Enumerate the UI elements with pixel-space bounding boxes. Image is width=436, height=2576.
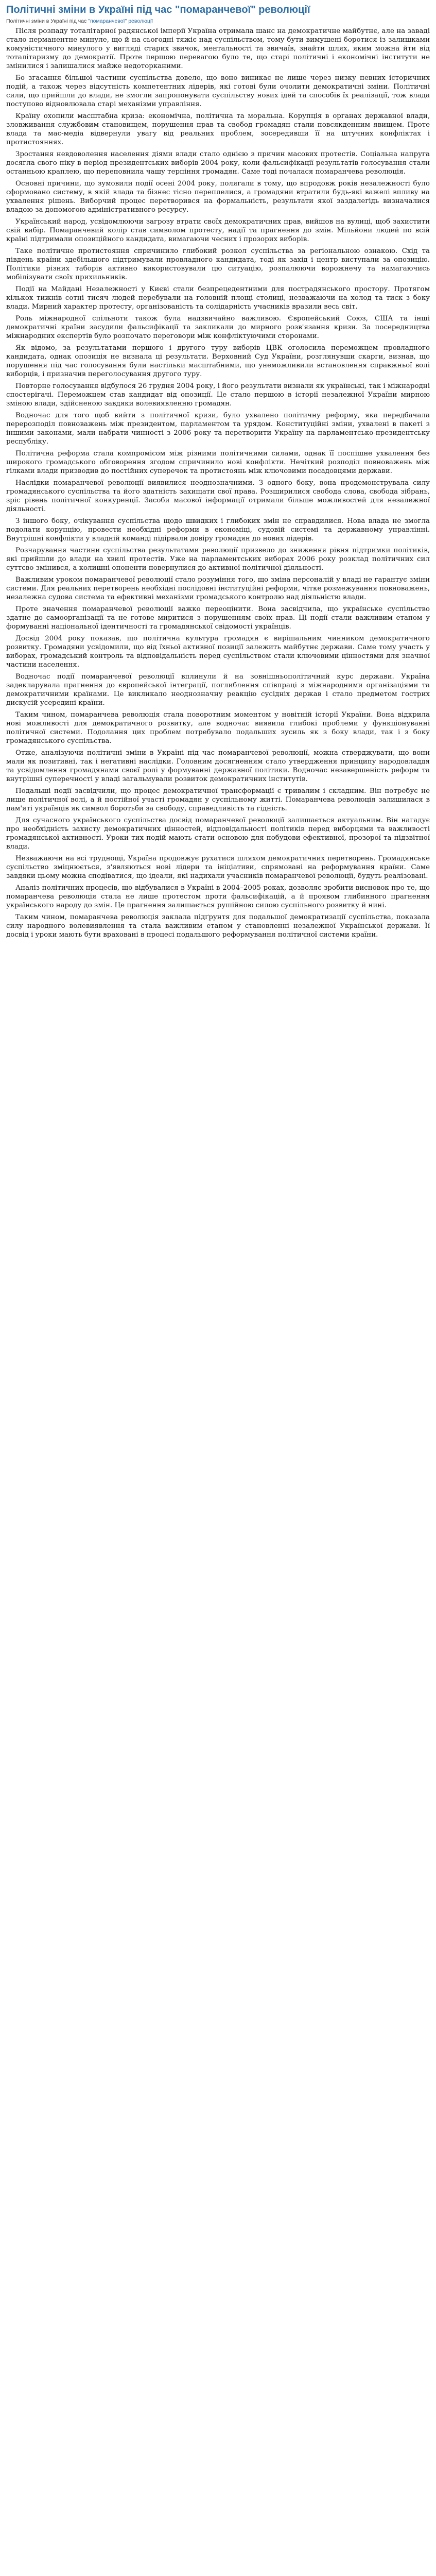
paragraph: Політична реформа стала компромісом між різними політичними силами, однак її поспішне ухвалення без широкого громадського обговорення згодом спричинило нові конфлікти. Нечіткий розподіл повноважень між гілками влади призводив до постійних суперечок та протистоянь між ключовими посадовцями держави. [6, 450, 430, 475]
breadcrumb-link[interactable]: "помаранчевої" революції [88, 18, 153, 24]
paragraph: Для сучасного українського суспільства досвід помаранчевої революції залишається актуальним. Він нагадує про необхідність захисту демократичних цінностей, відповідальності політиків перед виборцями та важливості громадянської активності. Уроки тих подій мають стати основою для побудови ефективної, прозорої та підзвітної влади. [6, 817, 430, 851]
paragraph: Країну охопили масштабна криза: економічна, політична та моральна. Корупція в органах державної влади, зловживання службовим становищем, порушення прав та свобод громадян стали повсякденним явищем. Проте влада та мас-медіа відвернули увагу від реальних проблем, зосередивши її на штучних конфліктах і протистояннях. [6, 112, 430, 146]
paragraph: Події на Майдані Незалежності у Києві стали безпрецедентними для пострадянського простору. Протягом кількох тижнів сотні тисяч людей перебували на головній площі столиці, незважаючи на холод та тиск з боку влади. Мирний характер протесту, організованість та солідарність учасників вразили весь світ. [6, 285, 430, 311]
paragraph: Подальші події засвідчили, що процес демократичної трансформації є тривалим і складним. Він потребує не лише політичної волі, а й постійної участі громадян у суспільному житті. Помаранчева революція залишилася в пам'яті українців як символ боротьби за свободу, справедливість та гідність. [6, 787, 430, 812]
paragraph: Наслідки помаранчевої революції виявилися неоднозначними. З одного боку, вона продемонструвала силу громадянського суспільства та його здатність захищати свої права. Розширилися свобода слова, свобода зібрань, зріс рівень політичної конкуренції. Засоби масової інформації отримали більше можливостей для незалежної діяльності. [6, 479, 430, 513]
paragraph: Водночас для того щоб вийти з політичної кризи, було ухвалено політичну реформу, яка передбачала перерозподіл повноважень між президентом, парламентом та урядом. Конституційні зміни, ухвалені в пакеті з іншими законами, мали набрати чинності з 2006 року та перетворити Україну на парламентсько-президентську республіку. [6, 412, 430, 446]
article-body [6, 27, 430, 939]
article-title: Політичні зміни в Україні під час "помаранчевої" революції [6, 4, 310, 15]
paragraph: Отже, аналізуючи політичні зміни в Україні під час помаранчевої революції, можна стверджувати, що вони мали як позитивні, так і негативні наслідки. Головним досягненням стало утвердження принципу народовладдя та усвідомлення громадянами своєї ролі у формуванні державної політики. Водночас незавершеність реформ та внутрішні суперечності у владі загальмували розвиток демократичних інститутів. [6, 749, 430, 783]
paragraph: З іншого боку, очікування суспільства щодо швидких і глибоких змін не справдилися. Нова влада не змогла подолати корупцію, провести необхідні реформи в економіці, судовій системі та державному управлінні. Внутрішні конфлікти у владній команді підірвали довіру громадян до нових лідерів. [6, 517, 430, 543]
paragraph: Таким чином, помаранчева революція заклала підґрунтя для подальшої демократизації суспільства, показала силу народного волевиявлення та стала важливим етапом у становленні незалежної Української держави. Її досвід і уроки мають бути враховані в процесі подальшого реформування політичної системи країни. [6, 913, 430, 939]
breadcrumb-prefix: Політичні зміни в Україні під час [6, 18, 87, 24]
paragraph: Важливим уроком помаранчевої революції стало розуміння того, що зміна персоналій у владі не гарантує зміни системи. Для реальних перетворень необхідні послідовні інституційні реформи, чітке розмежування повноважень, незалежна судова система та ефективні механізми громадського контролю над діяльністю влади. [6, 576, 430, 601]
article-page [0, 0, 436, 950]
paragraph: Український народ, усвідомлюючи загрозу втрати своїх демократичних прав, вийшов на вулиці, щоб захистити свій вибір. Помаранчевий колір став символом протесту, надії та прагнення до змін. Мільйони людей по всій країні підтримали опозиційного кандидата, вимагаючи чесних і прозорих виборів. [6, 218, 430, 243]
paragraph: Основні причини, що зумовили події осені 2004 року, полягали в тому, що впродовж років незалежності було сформовано систему, в якій влада та бізнес тісно переплелися, а громадяни втратили будь-які важелі впливу на ухвалення рішень. Виборчий процес перетворився на формальність, результати якої заздалегідь визначалися владою за допомогою адміністративного ресурсу. [6, 180, 430, 214]
paragraph: Досвід 2004 року показав, що політична культура громадян є вирішальним чинником демократичного розвитку. Громадяни усвідомили, що від їхньої активної позиції залежить майбутнє держави. Саме тому участь у виборах, громадський контроль та відповідальність перед суспільством стали ключовими цінностями для значної частини населення. [6, 635, 430, 669]
paragraph: Водночас події помаранчевої революції вплинули й на зовнішньополітичний курс держави. Україна задекларувала прагнення до європейської інтеграції, поглиблення співпраці з міжнародними організаціями та демократичними країнами. Це викликало неоднозначну реакцію сусідніх держав і стало предметом гострих дискусій усередині країни. [6, 673, 430, 707]
breadcrumb [6, 18, 430, 25]
paragraph: Незважаючи на всі труднощі, Україна продовжує рухатися шляхом демократичних перетворень. Громадянське суспільство зміцнюється, з'являються нові лідери та ініціативи, спрямовані на реформування країни. Саме завдяки цьому можна сподіватися, що ідеали, які надихали учасників помаранчевої революції, будуть реалізовані. [6, 855, 430, 880]
paragraph: Повторне голосування відбулося 26 грудня 2004 року, і його результати визнали як українські, так і міжнародні спостерігачі. Переможцем став кандидат від опозиції. Це стало першою в історії незалежної України мирною зміною влади, здійсненою завдяки волевиявленню громадян. [6, 382, 430, 408]
paragraph: Таке політичне протистояння спричинило глибокий розкол суспільства за регіональною ознакою. Схід та південь країни здебільшого підтримували провладного кандидата, тоді як захід і центр виступали за опозицію. Політики різних таборів активно використовували цю ситуацію, розпалюючи ворожнечу та намагаючись мобілізувати своїх прихильників. [6, 247, 430, 281]
paragraph: Зростання невдоволення населення діями влади стало однією з причин масових протестів. Соціальна напруга досягла свого піку в період президентських виборів 2004 року, коли фальсифікації результатів голосування стали останньою краплею, що переповнила чашу терпіння громадян. Саме тоді почалася помаранчева революція. [6, 150, 430, 176]
paragraph: Проте значення помаранчевої революції важко переоцінити. Вона засвідчила, що українське суспільство здатне до самоорганізації та не готове миритися з порушенням своїх прав. Ці події стали важливим етапом у формуванні національної ідентичності та громадянської свідомості українців. [6, 605, 430, 631]
paragraph: Роль міжнародної спільноти також була надзвичайно важливою. Європейський Союз, США та інші демократичні країни засудили фальсифікації та закликали до мирного розв'язання кризи. За посередництва міжнародних експертів було розпочато переговори між конфліктуючими сторонами. [6, 315, 430, 340]
paragraph: Аналіз політичних процесів, що відбувалися в Україні в 2004–2005 роках, дозволяє зробити висновок про те, що помаранчева революція стала не лише протестом проти фальсифікацій, а й проявом глибинного прагнення українського народу до змін. Це прагнення залишається рушійною силою суспільного розвитку й нині. [6, 884, 430, 909]
paragraph: Таким чином, помаранчева революція стала поворотним моментом у новітній історії України. Вона відкрила нові можливості для демократичного розвитку, але водночас виявила глибокі проблеми у функціонуванні політичної системи. Подолання цих проблем потребувало подальших зусиль як з боку влади, так і з боку громадянського суспільства. [6, 711, 430, 745]
paragraph: Після розпаду тоталітарної радянської імперії Україна отримала шанс на демократичне майбутнє, але на заваді стало перманентне минуле, що й на сьогодні тяжіє над суспільством, тому бути вимушені боротися із залишками комуністичного минулого у вигляді старих звичок, ментальності та звичаїв, знайти шлях, яким можна йти від тоталітаризму до демократії. Проте першою перевагою було те, що старі політичні і економічні інститути не змінилися і залишалися майже недоторканими. [6, 27, 430, 70]
paragraph: Розчарування частини суспільства результатами революції призвело до зниження рівня підтримки політиків, які прийшли до влади на хвилі протестів. Уже на парламентських виборах 2006 року розклад політичних сил суттєво змінився, а колишні опоненти повернулися до активної політичної діяльності. [6, 547, 430, 572]
paragraph: Бо згасання більшої частини суспільства довело, що воно виникає не лише через низку певних історичних подій, а також через відсутність компетентних лідерів, які готові були очолити демократичні зміни. Політичні сили, що прийшли до влади, не змогли запропонувати суспільству нових ідей та способів їх реалізації, тож влада поступово відновлювала старі механізми управління. [6, 74, 430, 108]
paragraph: Як відомо, за результатами першого і другого туру виборів ЦВК оголосила переможцем провладного кандидата, однак опозиція не визнала ці результати. Верховний Суд України, розглянувши скарги, визнав, що порушення під час голосування були настільки масштабними, що унеможливили встановлення справжньої волі виборців, і призначив переголосування другого туру. [6, 344, 430, 378]
